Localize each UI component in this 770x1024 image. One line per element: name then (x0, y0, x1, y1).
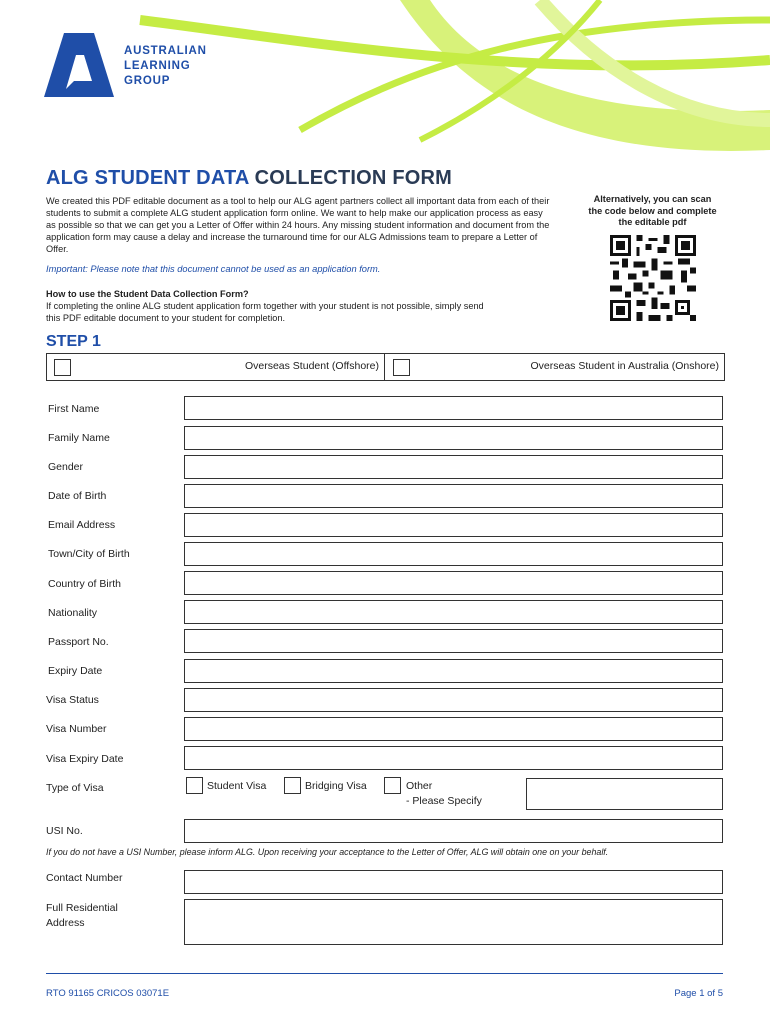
usi-note: If you do not have a USI Number, please inform ALG. Upon receiving your acceptance to the Letter of Offer, ALG will obtain one on your behalf. (46, 847, 609, 857)
footer-rto-cricos: RTO 91165 CRICOS 03071E (46, 988, 170, 999)
expiry-date-label: Expiry Date (48, 665, 103, 677)
contact-number-label: Contact Number (46, 872, 123, 884)
other-visa-checkbox[interactable] (384, 777, 401, 794)
gender-input[interactable] (184, 455, 723, 479)
step-divider (384, 354, 385, 380)
town-of-birth-label: Town/City of Birth (48, 548, 130, 560)
student-type-selector (46, 353, 725, 381)
intro-paragraph: We created this PDF editable document as a tool to help our ALG agent partners collect all important data from each of their students to submit a complete ALG student application form online. We want to help make our application process as easy as possible so that we can get you a Letter of Offer within 24 hours. Any missing student information and document from the application form may cause a delay and increase the turnaround time for our ALG Admissions team to prepare a Letter of Offer. (46, 196, 550, 254)
qr-caption-line-3: the editable pdf (618, 217, 687, 227)
visa-status-input[interactable] (184, 688, 723, 712)
logo-line-2: LEARNING (124, 60, 191, 72)
gender-label: Gender (48, 461, 84, 473)
address-label-line-2: Address (46, 917, 85, 929)
important-note: Important: Please note that this document cannot be used as an application form. (46, 264, 381, 274)
bridging-visa-label: Bridging Visa (305, 780, 367, 792)
student-visa-checkbox[interactable] (186, 777, 203, 794)
page-number: Page 1 of 5 (674, 988, 723, 999)
email-label: Email Address (48, 519, 116, 531)
alg-logo-icon (44, 33, 114, 97)
onshore-label: Overseas Student in Australia (Onshore) (530, 360, 719, 372)
howto-heading: How to use the Student Data Collection Form? (46, 289, 249, 299)
visa-status-label: Visa Status (46, 694, 99, 706)
visa-number-label: Visa Number (46, 723, 107, 735)
family-name-label: Family Name (48, 432, 110, 444)
visa-number-input[interactable] (184, 717, 723, 741)
visa-expiry-label: Visa Expiry Date (46, 753, 124, 765)
logo-line-3: GROUP (124, 75, 171, 87)
first-name-input[interactable] (184, 396, 723, 420)
usi-input[interactable] (184, 819, 723, 843)
student-visa-label: Student Visa (207, 780, 267, 792)
onshore-checkbox[interactable] (393, 359, 410, 376)
qr-caption-line-1: Alternatively, you can scan (593, 194, 712, 204)
qr-caption (570, 194, 735, 229)
nationality-label: Nationality (48, 607, 98, 619)
family-name-input[interactable] (184, 426, 723, 450)
title-part-2: COLLECTION FORM (254, 167, 453, 189)
page-title (46, 167, 452, 190)
address-label-line-1: Full Residential (46, 902, 118, 914)
qr-code-icon[interactable] (608, 235, 698, 321)
email-input[interactable] (184, 513, 723, 537)
contact-number-input[interactable] (184, 870, 723, 894)
address-input[interactable] (184, 899, 723, 945)
offshore-label: Overseas Student (Offshore) (244, 360, 379, 372)
passport-label: Passport No. (48, 636, 109, 648)
logo-line-1: AUSTRALIAN (124, 45, 207, 57)
country-of-birth-label: Country of Birth (48, 578, 121, 590)
howto-text: If completing the online ALG student application form together with your student is not possible, simply send this PDF editable document to your student for completion. (46, 301, 484, 323)
offshore-checkbox[interactable] (54, 359, 71, 376)
other-visa-label: Other (406, 780, 433, 792)
expiry-date-input[interactable] (184, 659, 723, 683)
footer-divider (46, 973, 723, 974)
header-swoosh-graphic (0, 0, 770, 160)
dob-label: Date of Birth (48, 490, 107, 502)
qr-caption-line-2: the code below and complete (588, 205, 717, 216)
step-1-heading: STEP 1 (46, 333, 101, 350)
visa-expiry-input[interactable] (184, 746, 723, 770)
usi-label: USI No. (46, 825, 83, 837)
other-visa-specify-label: - Please Specify (406, 795, 482, 807)
visa-type-label: Type of Visa (46, 782, 104, 794)
title-part-1: ALG STUDENT DATA (46, 167, 249, 189)
town-of-birth-input[interactable] (184, 542, 723, 566)
first-name-label: First Name (48, 403, 100, 415)
bridging-visa-checkbox[interactable] (284, 777, 301, 794)
passport-input[interactable] (184, 629, 723, 653)
howto-section (46, 288, 486, 324)
nationality-input[interactable] (184, 600, 723, 624)
address-label (46, 901, 118, 931)
other-visa-specify-input[interactable] (526, 778, 723, 810)
logo-wordmark (124, 44, 207, 89)
dob-input[interactable] (184, 484, 723, 508)
country-of-birth-input[interactable] (184, 571, 723, 595)
